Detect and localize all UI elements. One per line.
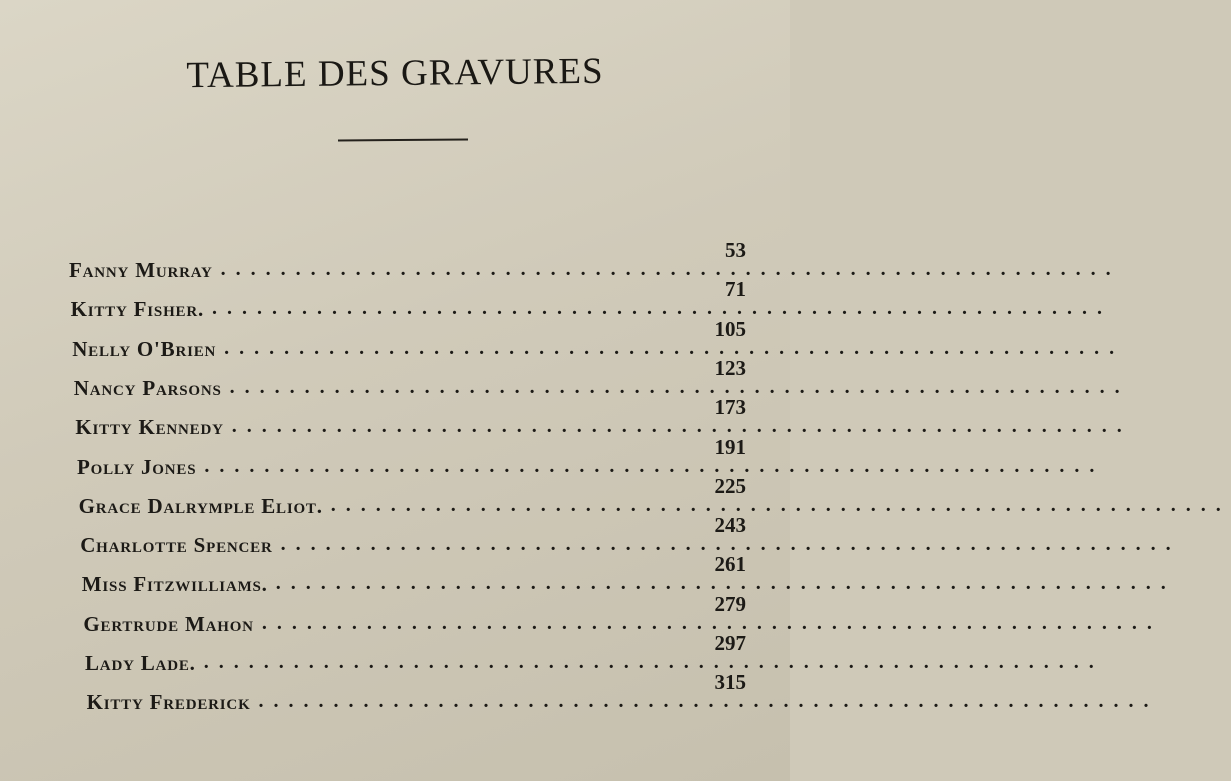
dot-leader: ............................................................ [212, 297, 1113, 320]
entry-name: Polly Jones [77, 454, 197, 479]
entry-page: 315 [714, 670, 746, 695]
entry-name: Miss Fitzwilliams. [81, 572, 268, 597]
entry-page: 123 [714, 355, 746, 380]
toc-entry [75, 395, 1132, 440]
toc-entry [70, 277, 1113, 322]
entry-page: 225 [714, 473, 746, 498]
dot-leader: ............................................................ [203, 651, 1104, 673]
toc-entry [86, 670, 1159, 715]
entry-page: 53 [725, 238, 746, 262]
dot-leader: ............................................................ [231, 415, 1132, 438]
entry-name: Charlotte Spencer [80, 533, 273, 558]
entry-page: 243 [714, 513, 746, 538]
dot-leader: ............................................................ [224, 336, 1125, 359]
dot-leader: ............................................................ [229, 375, 1130, 398]
toc-entry [83, 591, 1162, 636]
dot-leader: ............................................................ [330, 493, 1231, 516]
entry-name: Lady Lade. [85, 651, 196, 675]
entry-name: Fanny Murray [69, 258, 213, 282]
dot-leader: ............................................................ [275, 572, 1176, 595]
dot-leader: ............................................................ [261, 611, 1162, 634]
entry-name: Nancy Parsons [73, 375, 222, 400]
toc-entry [77, 434, 1105, 479]
entry-page: 173 [714, 395, 746, 420]
entry-name: Grace Dalrymple Eliot. [78, 493, 323, 518]
entry-page: 279 [714, 591, 746, 616]
toc-entry [78, 473, 1231, 518]
page-title: TABLE DES GRAVURES [186, 50, 604, 97]
entry-page: 105 [714, 316, 746, 341]
entry-page: 297 [714, 631, 746, 655]
toc-entry [81, 552, 1176, 597]
toc-entry [73, 355, 1130, 400]
dot-leader: ............................................................ [204, 454, 1105, 477]
entry-page: 261 [714, 552, 746, 577]
entry-name: Kitty Fisher. [70, 297, 205, 322]
toc-entry [69, 238, 1121, 282]
dot-leader: ............................................................ [258, 690, 1159, 713]
toc-entry [85, 631, 1104, 675]
toc-entry [80, 513, 1181, 558]
dot-leader: ............................................................ [280, 533, 1181, 556]
entry-page: 71 [724, 277, 746, 302]
entry-name: Gertrude Mahon [83, 611, 254, 636]
dot-leader: ............................................................ [220, 258, 1121, 280]
entry-name: Nelly O'Brien [72, 336, 217, 361]
entry-name: Kitty Kennedy [75, 415, 224, 440]
entry-page: 191 [714, 434, 746, 459]
toc-entry [72, 316, 1125, 361]
entry-name: Kitty Frederick [86, 690, 251, 715]
